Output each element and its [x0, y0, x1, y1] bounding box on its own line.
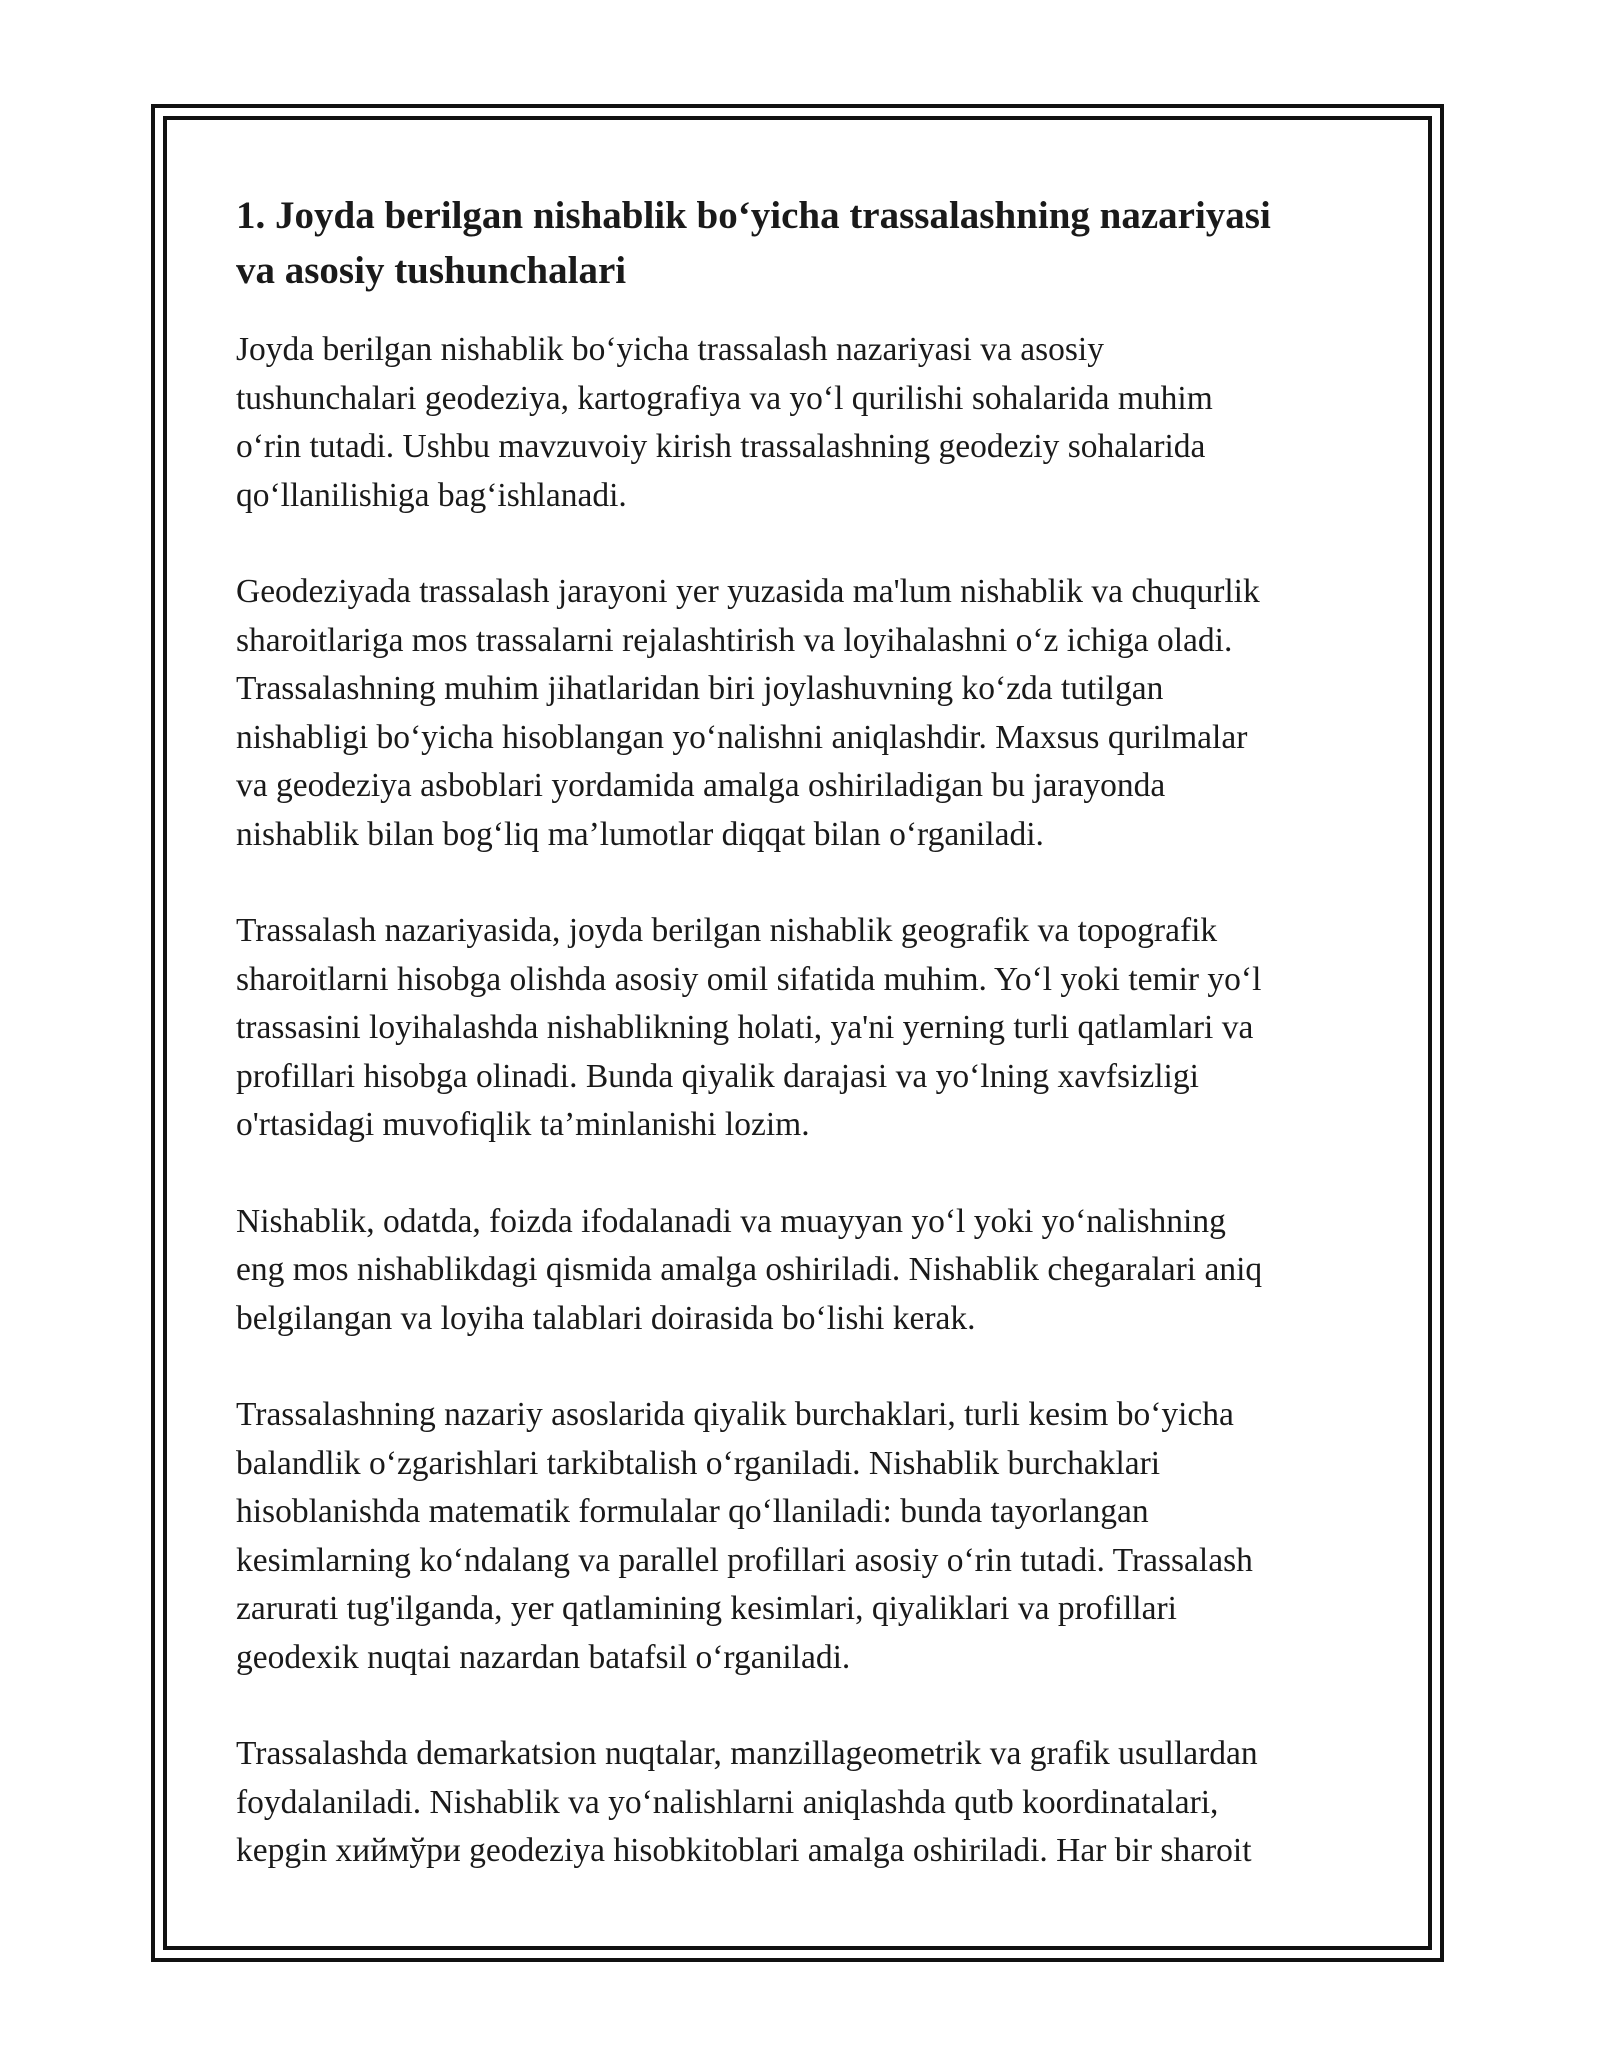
document-body	[236, 188, 1366, 1924]
paragraph-2: Geodeziyada trassalash jarayoni yer yuzasida ma'lum nishablik va chuqurlik sharoitlariga mos trassalarni rejalashtirish va loyihalashni o‘z ichiga oladi. Trassalashning muhim jihatlaridan biri joylashuvning ko‘zda tutilgan nishabligi bo‘yicha hisoblangan yo‘nalishni aniqlashdir. Maxsus qurilmalar va geodeziya asboblari yordamida amalga oshiriladigan bu jarayonda nishablik bilan bog‘liq ma’lumotlar diqqat bilan o‘rganiladi.	[236, 573, 1260, 853]
section-heading: 1. Joyda berilgan nishablik bo‘yicha trassalashning nazariyasi va asosiy tushunchalari	[236, 194, 1271, 292]
paragraph-4: Nishablik, odatda, foizda ifodalanadi va muayyan yo‘l yoki yo‘nalishning eng mos nishablikdagi qismida amalga oshiriladi. Nishablik chegaralari aniq belgilangan va loyiha talablari doirasida bo‘lishi kerak.	[236, 1202, 1263, 1337]
paragraph-1: Joyda berilgan nishablik bo‘yicha trassalash nazariyasi va asosiy tushunchalari geodeziya, kartografiya va yo‘l qurilishi sohalarida muhim o‘rin tutadi. Ushbu mavzuvoiy kirish trassalashning geodeziy sohalarida qo‘llanilishiga bag‘ishlanadi.	[236, 331, 1213, 514]
paragraph-5: Trassalashning nazariy asoslarida qiyalik burchaklari, turli kesim bo‘yicha balandlik o‘zgarishlari tarkibtalish o‘rganiladi. Nishablik burchaklari hisoblanishda matematik formulalar qo‘llaniladi: bunda tayorlangan kesimlarning ko‘ndalang va parallel profillari asosiy o‘rin tutadi. Trassalash zarurati tug'ilganda, yer qatlamining kesimlari, qiyaliklari va profillari geodexik nuqtai nazardan batafsil o‘rganiladi.	[236, 1396, 1253, 1676]
paragraph-3: Trassalash nazariyasida, joyda berilgan nishablik geografik va topografik sharoitlarni hisobga olishda asosiy omil sifatida muhim. Yo‘l yoki temir yo‘l trassasini loyihalashda nishablikning holati, ya'ni yerning turli qatlamlari va profillari hisobga olinadi. Bunda qiyalik darajasi va yo‘lning xavfsizligi o'rtasidagi muvofiqlik ta’minlanishi lozim.	[236, 912, 1262, 1143]
paragraph-6: Trassalashda demarkatsion nuqtalar, manzillageometrik va grafik usullardan foydalaniladi. Nishablik va yo‘nalishlarni aniqlashda qutb koordinatalari, kepgin хиймўри geodeziya hisobkitoblari amalga oshiriladi. Har bir sharoit	[236, 1735, 1258, 1869]
